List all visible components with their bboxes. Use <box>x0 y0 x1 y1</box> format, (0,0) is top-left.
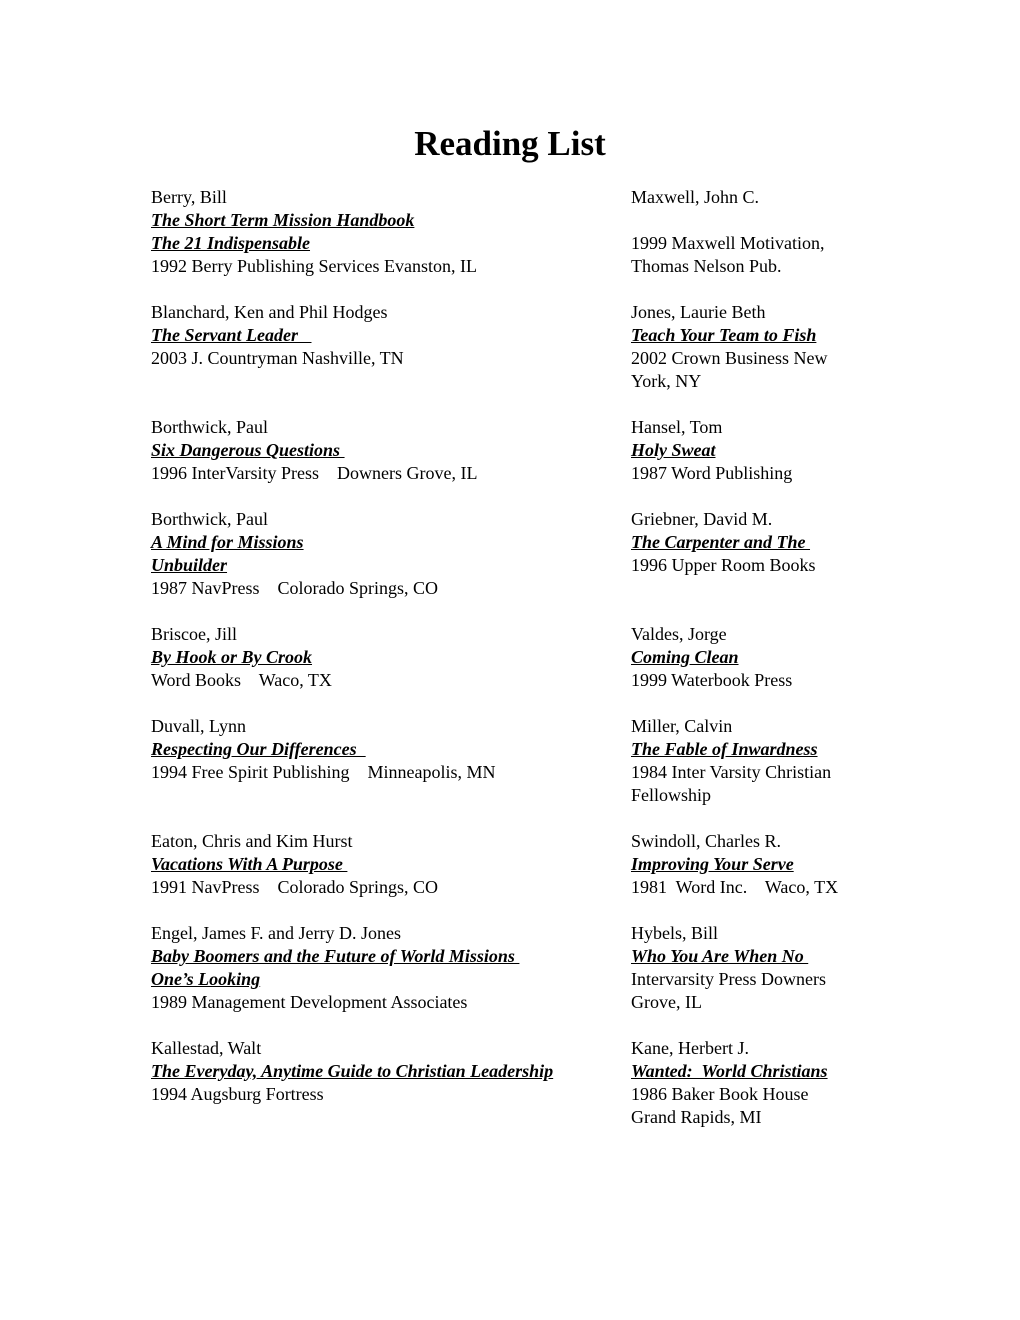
book-entry <box>151 416 621 485</box>
book-entry <box>151 623 621 692</box>
book-title: Holy Sweat <box>631 440 716 460</box>
author: Miller, Calvin <box>631 716 733 736</box>
book-entry <box>631 1037 876 1129</box>
author: Kane, Herbert J. <box>631 1038 749 1058</box>
book-entry <box>151 301 621 370</box>
publisher: Intervarsity Press Downers <box>631 969 826 989</box>
book-title: Six Dangerous Questions <box>151 440 345 460</box>
author: Borthwick, Paul <box>151 417 268 437</box>
book-title: Improving Your Serve <box>631 854 794 874</box>
publisher: 1987 NavPress Colorado Springs, CO <box>151 578 438 598</box>
book-title: Teach Your Team to Fish <box>631 325 817 345</box>
publisher: 1989 Management Development Associates <box>151 992 468 1012</box>
author: Borthwick, Paul <box>151 509 268 529</box>
book-entry <box>631 715 876 807</box>
author: Griebner, David M. <box>631 509 773 529</box>
book-entry <box>151 508 621 600</box>
publisher: 1987 Word Publishing <box>631 463 793 483</box>
author: Maxwell, John C. <box>631 187 759 207</box>
book-entry <box>151 922 621 1014</box>
book-title: Wanted: World Christians <box>631 1061 828 1081</box>
author: Briscoe, Jill <box>151 624 237 644</box>
publisher: Grove, IL <box>631 992 702 1012</box>
book-title: One’s Looking <box>151 969 261 989</box>
publisher: Word Books Waco, TX <box>151 670 332 690</box>
right-column <box>631 186 876 1152</box>
publisher: 1999 Maxwell Motivation, <box>631 233 825 253</box>
book-title: The Servant Leader <box>151 325 312 345</box>
publisher: York, NY <box>631 371 702 391</box>
author: Hybels, Bill <box>631 923 719 943</box>
book-title: The Carpenter and The <box>631 532 811 552</box>
book-title: The Everyday, Anytime Guide to Christian Leadership <box>151 1061 554 1081</box>
book-entry <box>151 186 621 278</box>
book-entry <box>631 508 876 600</box>
book-title: Baby Boomers and the Future of World Missions <box>151 946 520 966</box>
publisher: 1981 Word Inc. Waco, TX <box>631 877 839 897</box>
book-title: The Fable of Inwardness <box>631 739 818 759</box>
book-title: Who You Are When No <box>631 946 809 966</box>
publisher: Thomas Nelson Pub. <box>631 256 782 276</box>
book-title: The 21 Indispensable <box>151 233 311 253</box>
author: Kallestad, Walt <box>151 1038 262 1058</box>
book-title: By Hook or By Crook <box>151 647 313 667</box>
book-entry <box>631 922 876 1014</box>
author: Swindoll, Charles R. <box>631 831 782 851</box>
book-entry <box>631 186 876 278</box>
book-entry <box>631 830 876 899</box>
title-spacer <box>631 209 876 232</box>
author: Hansel, Tom <box>631 417 723 437</box>
publisher: 1986 Baker Book House <box>631 1084 809 1104</box>
author: Berry, Bill <box>151 187 227 207</box>
publisher: 1996 Upper Room Books <box>631 555 816 575</box>
left-column <box>151 186 621 1129</box>
book-entry <box>631 301 876 393</box>
author: Duvall, Lynn <box>151 716 246 736</box>
page-title: Reading List <box>414 124 606 163</box>
book-title: Unbuilder <box>151 555 228 575</box>
book-entry <box>631 623 876 692</box>
publisher: 1996 InterVarsity Press Downers Grove, IL <box>151 463 478 483</box>
line-spacer <box>631 577 876 600</box>
book-entry <box>631 416 876 485</box>
publisher: 1984 Inter Varsity Christian <box>631 762 832 782</box>
publisher: 1994 Augsburg Fortress <box>151 1084 324 1104</box>
author: Engel, James F. and Jerry D. Jones <box>151 923 402 943</box>
publisher: Grand Rapids, MI <box>631 1107 762 1127</box>
publisher: 1994 Free Spirit Publishing Minneapolis, MN <box>151 762 496 782</box>
book-entry <box>151 1037 621 1106</box>
author: Blanchard, Ken and Phil Hodges <box>151 302 388 322</box>
author: Valdes, Jorge <box>631 624 727 644</box>
book-title: A Mind for Missions <box>151 532 304 552</box>
publisher: 1999 Waterbook Press <box>631 670 793 690</box>
book-title: Vacations With A Purpose <box>151 854 348 874</box>
publisher: 2003 J. Countryman Nashville, TN <box>151 348 404 368</box>
publisher: 1992 Berry Publishing Services Evanston, IL <box>151 256 477 276</box>
book-entry <box>151 715 621 784</box>
publisher: 1991 NavPress Colorado Springs, CO <box>151 877 438 897</box>
book-title: Coming Clean <box>631 647 739 667</box>
author: Jones, Laurie Beth <box>631 302 766 322</box>
book-entry <box>151 830 621 899</box>
author: Eaton, Chris and Kim Hurst <box>151 831 353 851</box>
publisher: 2002 Crown Business New <box>631 348 828 368</box>
book-title: The Short Term Mission Handbook <box>151 210 415 230</box>
publisher: Fellowship <box>631 785 712 805</box>
book-title: Respecting Our Differences <box>151 739 366 759</box>
